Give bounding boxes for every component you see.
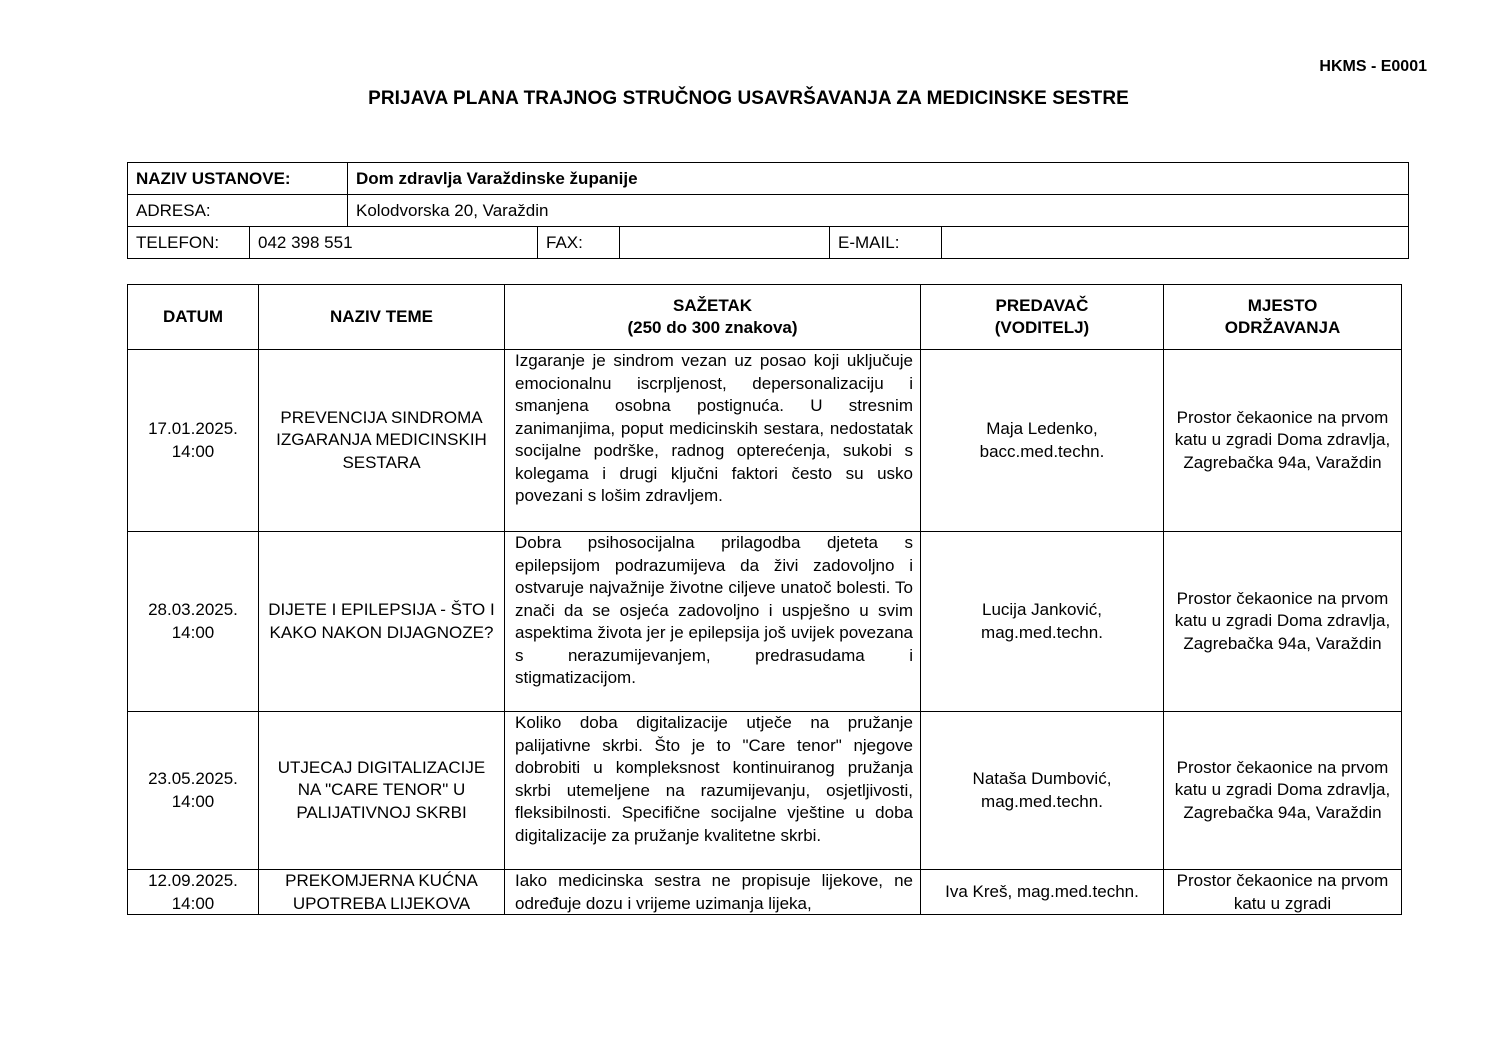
- lecturer-cell: Iva Kreš, mag.med.techn.: [921, 870, 1164, 915]
- plan-header-row: [128, 285, 1402, 350]
- header-summary: SAŽETAK (250 do 300 znakova): [505, 285, 921, 350]
- place-cell: Prostor čekaonice na prvom katu u zgradi Doma zdravlja, Zagrebačka 94a, Varaždin: [1164, 350, 1402, 532]
- header-lecturer: PREDAVAČ (VODITELJ): [921, 285, 1164, 350]
- page-title: PRIJAVA PLANA TRAJNOG STRUČNOG USAVRŠAVANJA ZA MEDICINSKE SESTRE: [368, 88, 1129, 109]
- header-date: DATUM: [128, 285, 259, 350]
- email-value: [942, 227, 1409, 259]
- institution-address-label: ADRESA:: [128, 195, 348, 227]
- table-row: [128, 350, 1402, 532]
- phone-label: TELEFON:: [128, 227, 250, 259]
- institution-table: [127, 162, 1409, 259]
- plan-table: [127, 284, 1402, 915]
- institution-address-value: Kolodvorska 20, Varaždin: [348, 195, 1409, 227]
- place-cell: Prostor čekaonice na prvom katu u zgradi Doma zdravlja, Zagrebačka 94a, Varaždin: [1164, 532, 1402, 712]
- lecturer-cell: Maja Ledenko, bacc.med.techn.: [921, 350, 1164, 532]
- date-cell: 17.01.2025. 14:00: [128, 350, 259, 532]
- header-place: MJESTO ODRŽAVANJA: [1164, 285, 1402, 350]
- topic-cell: PREVENCIJA SINDROMA IZGARANJA MEDICINSKIH SESTARA: [259, 350, 505, 532]
- table-row: [128, 712, 1402, 870]
- lecturer-cell: Lucija Janković, mag.med.techn.: [921, 532, 1164, 712]
- header-topic: NAZIV TEME: [259, 285, 505, 350]
- topic-cell: UTJECAJ DIGITALIZACIJE NA "CARE TENOR" U PALIJATIVNOJ SKRBI: [259, 712, 505, 870]
- institution-name-value: Dom zdravlja Varaždinske županije: [348, 163, 1409, 195]
- phone-value: 042 398 551: [250, 227, 538, 259]
- form-code: HKMS - E0001: [1319, 58, 1427, 75]
- summary-cell: Izgaranje je sindrom vezan uz posao koji uključuje emocionalnu iscrpljenost, depersonalizaciju i smanjena osobna postignuća. U stresnim zanimanjima, poput medicinskih sestara, nedostatak socijalne podrške, radnog opterećenja, sukobi s kolegama i drugi ključni faktori često su usko povezani s lošim zdravljem.: [505, 350, 921, 532]
- summary-cell: Iako medicinska sestra ne propisuje lijekove, ne određuje dozu i vrijeme uzimanja lijeka,: [505, 870, 921, 915]
- table-row: [128, 870, 1402, 915]
- institution-address-row: [128, 195, 1409, 227]
- fax-value: [620, 227, 830, 259]
- topic-cell: DIJETE I EPILEPSIJA - ŠTO I KAKO NAKON DIJAGNOZE?: [259, 532, 505, 712]
- date-cell: 28.03.2025. 14:00: [128, 532, 259, 712]
- place-cell: Prostor čekaonice na prvom katu u zgradi: [1164, 870, 1402, 915]
- date-cell: 12.09.2025. 14:00: [128, 870, 259, 915]
- place-cell: Prostor čekaonice na prvom katu u zgradi Doma zdravlja, Zagrebačka 94a, Varaždin: [1164, 712, 1402, 870]
- email-label: E-MAIL:: [830, 227, 942, 259]
- summary-cell: Koliko doba digitalizacije utječe na pružanje palijativne skrbi. Što je to "Care tenor" njegove dobrobiti u kompleksnost kontinuiranog pružanja skrbi utemeljene na razumijevanju, osjetljivosti, fleksibilnosti. Specifične socijalne vještine u doba digitalizacije za pružanje kvalitetne skrbi.: [505, 712, 921, 870]
- institution-contact-row: [128, 227, 1409, 259]
- summary-cell: Dobra psihosocijalna prilagodba djeteta s epilepsijom podrazumijeva da živi zadovoljno i ostvaruje najvažnije životne ciljeve unatoč bolesti. To znači da se osjeća zadovoljno i uspješno u svim aspektima života jer je epilepsija još uvijek povezana s nerazumijevanjem, predrasudama i stigmatizacijom.: [505, 532, 921, 712]
- date-cell: 23.05.2025. 14:00: [128, 712, 259, 870]
- table-row: [128, 532, 1402, 712]
- institution-name-row: [128, 163, 1409, 195]
- lecturer-cell: Nataša Dumbović, mag.med.techn.: [921, 712, 1164, 870]
- institution-name-label: NAZIV USTANOVE:: [128, 163, 348, 195]
- topic-cell: PREKOMJERNA KUĆNA UPOTREBA LIJEKOVA: [259, 870, 505, 915]
- fax-label: FAX:: [538, 227, 620, 259]
